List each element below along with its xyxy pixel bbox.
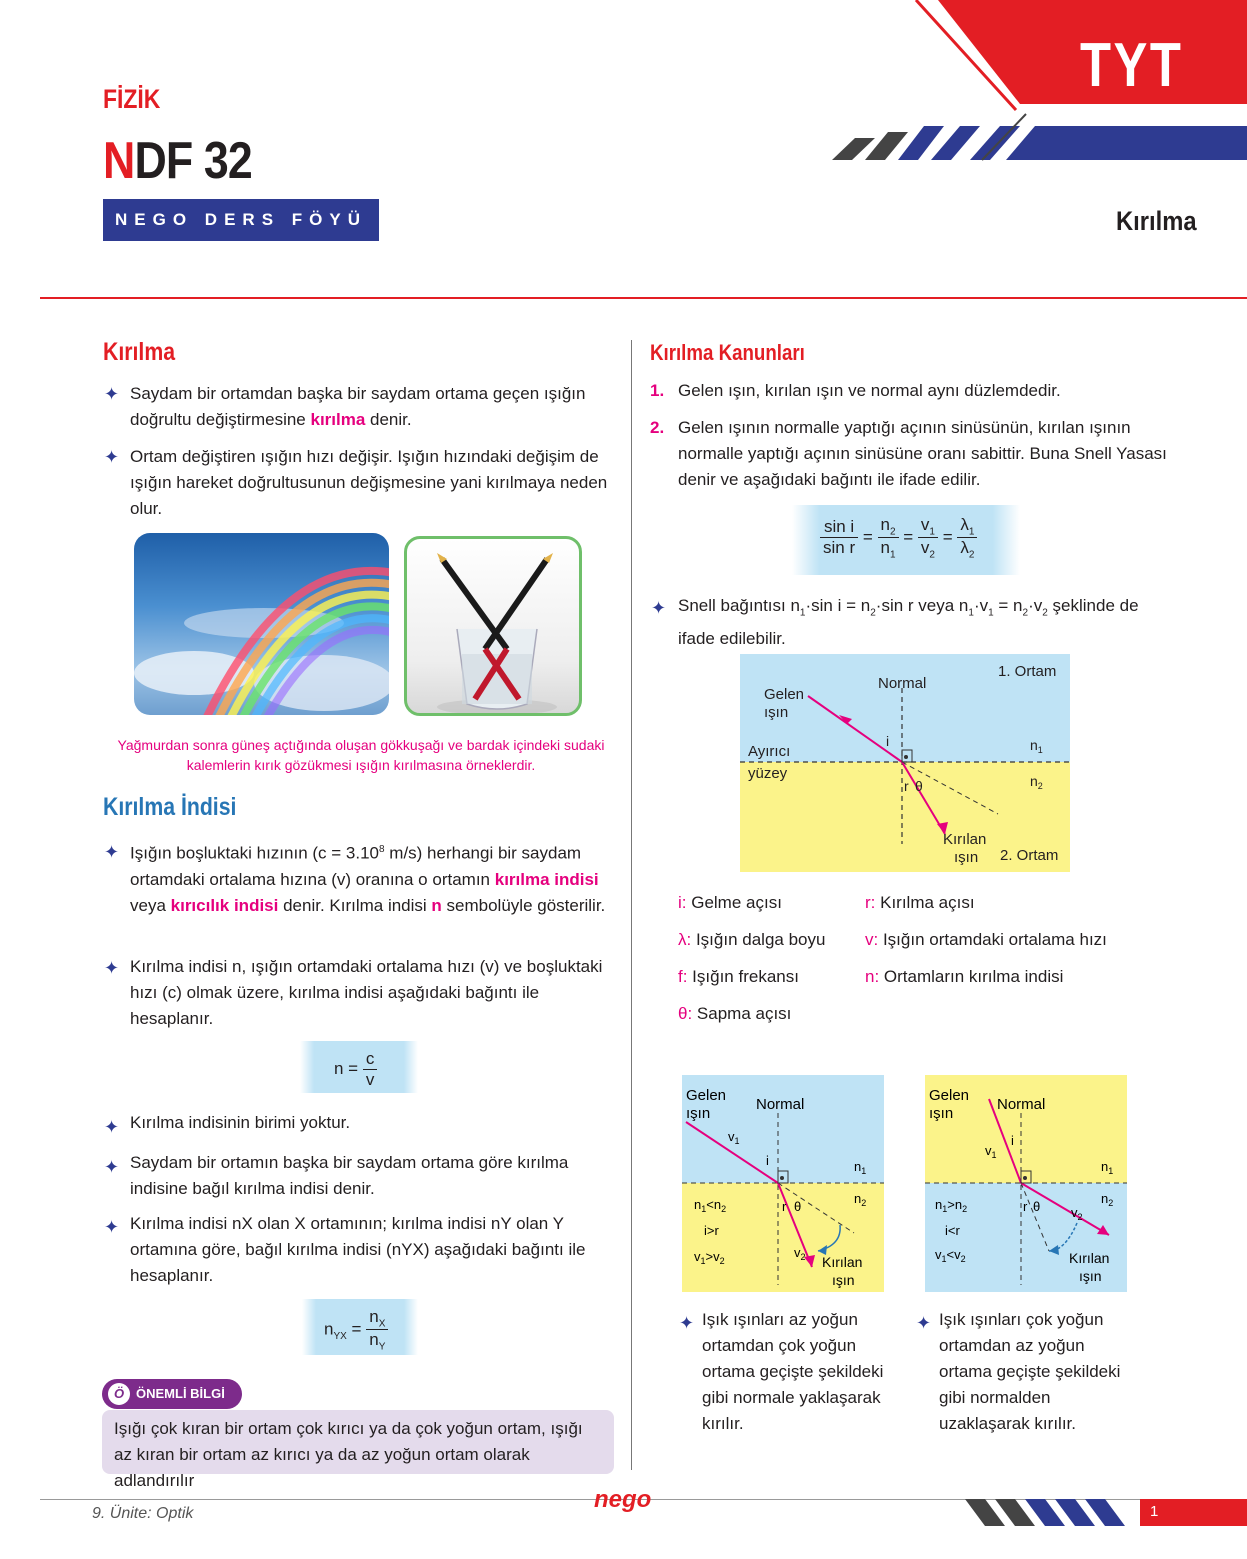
bullet-icon: ✦ <box>104 447 120 467</box>
angle-r-label: r <box>904 778 909 794</box>
section-title-index: Kırılma İndisi <box>103 793 237 821</box>
law-text: Gelen ışın, kırılan ışın ve normal aynı düzlemdedir. <box>678 381 1061 400</box>
svg-text:r: r <box>1023 1199 1028 1214</box>
surface-label: Ayırıcı <box>748 743 791 760</box>
bullet-kirilma-definition: Saydam bir ortamdan başka bir saydam ortama geçen ışığın doğrultu değiştirmesine kırılma denir. <box>130 384 586 429</box>
legend-item: f: Işığın frekansı <box>678 967 799 986</box>
info-badge <box>102 1379 242 1409</box>
bullet-icon: ✦ <box>104 1217 120 1237</box>
header-divider <box>40 297 1247 299</box>
law-number: 1. <box>650 381 665 400</box>
page-topic: Kırılma <box>1116 206 1197 236</box>
brand-logo: nego <box>594 1486 652 1513</box>
medium1-label: 1. Ortam <box>998 663 1057 680</box>
svg-text:Kırılan: Kırılan <box>1069 1250 1110 1266</box>
bullet-relative-index: Saydam bir ortamın başka bir saydam ortama göre kırılma indisine bağıl kırılma indisi denir. <box>130 1153 569 1198</box>
svg-text:i: i <box>766 1153 769 1168</box>
column-divider <box>631 340 632 1470</box>
snell-alternative: Snell bağıntısı $n_1\cdot\sin$ $i = n_2\cdot\sin$ r veya $n_1\cdot v_1 = n_2\cdot v_2$ şeklinde de ifade edilebilir. <box>678 596 1139 649</box>
bullet-icon: ✦ <box>104 1157 120 1177</box>
svg-text:n1: $n_1$ <box>854 1159 867 1176</box>
n1-label: $n_1$ <box>1030 737 1043 755</box>
legend-item: n: Ortamların kırılma indisi <box>865 967 1064 986</box>
footer-stripes <box>955 1499 1145 1526</box>
svg-text:v1<v2: $v_1<v_2$ <box>935 1247 966 1264</box>
bullet-index-formula-intro: Kırılma indisi n, ışığın ortamdaki ortalama hızı (v) ve boşluktaki hızı (c) olmak üzere, kırılma indisi aşağıdaki bağıntı ile hesaplanır. <box>130 957 603 1028</box>
legend-item: θ: Sapma açısı <box>678 1004 792 1023</box>
formula-nyx: $n_{YX}$ = $\frac{n_X}{n_Y}$ <box>302 1299 418 1355</box>
bullet-icon: ✦ <box>651 598 667 618</box>
legend-item: r: Kırılma açısı <box>865 893 975 912</box>
refracted-label: Kırılan <box>943 831 987 848</box>
svg-text:Normal: Normal <box>756 1096 805 1113</box>
photo-caption: Yağmurdan sonra güneş açtığında oluşan gökkuşağı ve bardak içindeki sudaki kalemlerin kırık gözükmesi ışığın kırılmasına örneklerdir. <box>117 737 605 773</box>
bullet-speed-change: Ortam değiştiren ışığın hızı değişir. Işığın hızındaki değişim de ışığın hareket doğrultusunun değişmesine yani kırılmaya neden olur. <box>130 447 608 518</box>
svg-text:Gelen: Gelen <box>929 1087 970 1104</box>
theta-label: θ <box>915 778 923 794</box>
n2-label: $n_2$ <box>1030 773 1043 791</box>
glass-pencils-image <box>407 539 582 716</box>
svg-text:θ: θ <box>794 1199 802 1214</box>
formula-n <box>300 1041 418 1093</box>
svg-text:θ: θ <box>1033 1199 1041 1214</box>
note-more-to-less-dense: Işık ışınları çok yoğun ortamdan az yoğun ortama geçişte şekildeki gibi normalden uzaklaşarak kırılır. <box>939 1310 1121 1433</box>
svg-text:i: i <box>1011 1133 1014 1148</box>
section-title-laws: Kırılma Kanunları <box>650 340 805 365</box>
subject-label: FİZİK <box>103 84 161 114</box>
svg-text:ışın: ışın <box>954 849 979 866</box>
svg-text:ışın: ışın <box>764 704 789 721</box>
svg-text:ışın: ışın <box>929 1105 954 1122</box>
incident-label: Gelen <box>764 686 805 703</box>
svg-text:ışın: ışın <box>832 1272 855 1288</box>
svg-text:r: r <box>782 1199 787 1214</box>
exam-label: TYT <box>1080 31 1184 100</box>
bullet-icon: ✦ <box>916 1313 932 1333</box>
svg-text:ışın: ışın <box>686 1105 711 1122</box>
info-box <box>102 1410 614 1490</box>
bullet-relative-formula-intro: Kırılma indisi nX olan X ortamının; kırılma indisi nY olan Y ortamına göre, bağıl kırılma indisi (nYX) aşağıdaki bağıntı ile hesaplanır. <box>130 1214 586 1285</box>
svg-text:i>r: i>r <box>704 1223 719 1238</box>
medium2-label: 2. Ortam <box>1000 847 1059 864</box>
bullet-icon: ✦ <box>104 958 120 978</box>
legend-item: v: Işığın ortamdaki ortalama hızı <box>865 930 1107 949</box>
info-badge-label: ÖNEMLİ BİLGİ <box>136 1386 225 1401</box>
svg-text:Kırılan: Kırılan <box>822 1254 863 1270</box>
refraction-diagram <box>740 654 1070 872</box>
svg-text:v2: $v_2$ <box>794 1245 806 1262</box>
note-less-to-more-dense: Işık ışınları az yoğun ortamdan çok yoğun ortama geçişte şekildeki gibi normale yaklaşarak kırılır. <box>702 1310 884 1433</box>
glass-photo <box>404 536 582 716</box>
svg-text:n2: $n_2$ <box>1101 1191 1114 1208</box>
svg-text:Gelen: Gelen <box>686 1087 727 1104</box>
unit-label: 9. Ünite: Optik <box>92 1505 194 1522</box>
svg-text:i<r: i<r <box>945 1223 960 1238</box>
svg-text:v1: $v_1$ <box>985 1143 997 1160</box>
svg-text:v2: $v_2$ <box>1071 1205 1083 1222</box>
info-text: Işığı çok kıran bir ortam çok kırıcı ya da çok yoğun ortam, ışığı az kıran bir ortam az kırıcı ya da az yoğun ortam olarak adlandırılır <box>114 1419 583 1490</box>
rainbow-image <box>134 533 389 715</box>
svg-text:n1: $n_1$ <box>1101 1159 1114 1176</box>
law-number: 2. <box>650 418 665 437</box>
diagram-less-to-more-dense <box>682 1075 884 1292</box>
legend-item: i: Gelme açısı <box>678 893 782 912</box>
info-icon: Ö <box>108 1383 130 1405</box>
svg-text:n1>n2: $n_1>n_2$ <box>935 1197 968 1214</box>
svg-text:ışın: ışın <box>1079 1268 1102 1284</box>
code-rest: DF 32 <box>134 132 252 190</box>
svg-text:n1<n2: $n_1<n_2$ <box>694 1197 727 1214</box>
svg-text:Normal: Normal <box>997 1096 1046 1113</box>
formula-n-lhs: n = <box>334 1058 359 1078</box>
law-text: Gelen ışının normalle yaptığı açının sinüsünün, kırılan ışının normalle yaptığı açının sinüsüne oranı sabittir. Buna Snell Yasası denir ve aşağıdaki bağıntı ile ifade edilir. <box>678 418 1167 489</box>
angle-i-label: i <box>886 733 890 749</box>
svg-text:v1: $v_1$ <box>728 1129 740 1146</box>
bullet-no-unit: Kırılma indisinin birimi yoktur. <box>130 1113 351 1132</box>
code-first-letter: N <box>103 132 135 190</box>
section-title-kirilma: Kırılma <box>103 338 176 366</box>
bullet-icon: ✦ <box>104 842 120 862</box>
formula-n-num: c <box>363 1049 378 1070</box>
rainbow-photo <box>134 533 389 715</box>
bullet-icon: ✦ <box>104 384 120 404</box>
page-number: 1 <box>1150 1503 1159 1520</box>
svg-text:n2: $n_2$ <box>854 1191 867 1208</box>
legend-item: λ: Işığın dalga boyu <box>678 930 826 949</box>
bullet-icon: ✦ <box>679 1313 695 1333</box>
diagram-more-to-less-dense <box>925 1075 1127 1292</box>
bullet-icon: ✦ <box>104 1117 120 1137</box>
svg-text:yüzey: yüzey <box>748 765 788 782</box>
bullet-index-definition: Işığın boşluktaki hızının ($c = 3.10^8$ m/s) herhangi bir saydam ortamdaki ortalama hızına (v) oranına o ortamın kırılma indisi veya kırıcılık indisi denir. Kırılma indisi n sembolüyle gösterilir. <box>130 843 606 915</box>
formula-n-den: v <box>365 1070 375 1089</box>
normal-label: Normal <box>878 675 927 692</box>
worksheet-code <box>103 131 252 191</box>
series-banner: NEGO DERS FÖYÜ <box>103 199 379 241</box>
formula-snell: $\frac{\text{sin i}}{\text{sin r}}$ = $\frac{n_2}{n_1}$ = $\frac{v_1}{v_2}$ = $\frac{\lambda_1}{\lambda_2}$ <box>792 505 1020 575</box>
svg-text:v1>v2: $v_1>v_2$ <box>694 1249 725 1266</box>
